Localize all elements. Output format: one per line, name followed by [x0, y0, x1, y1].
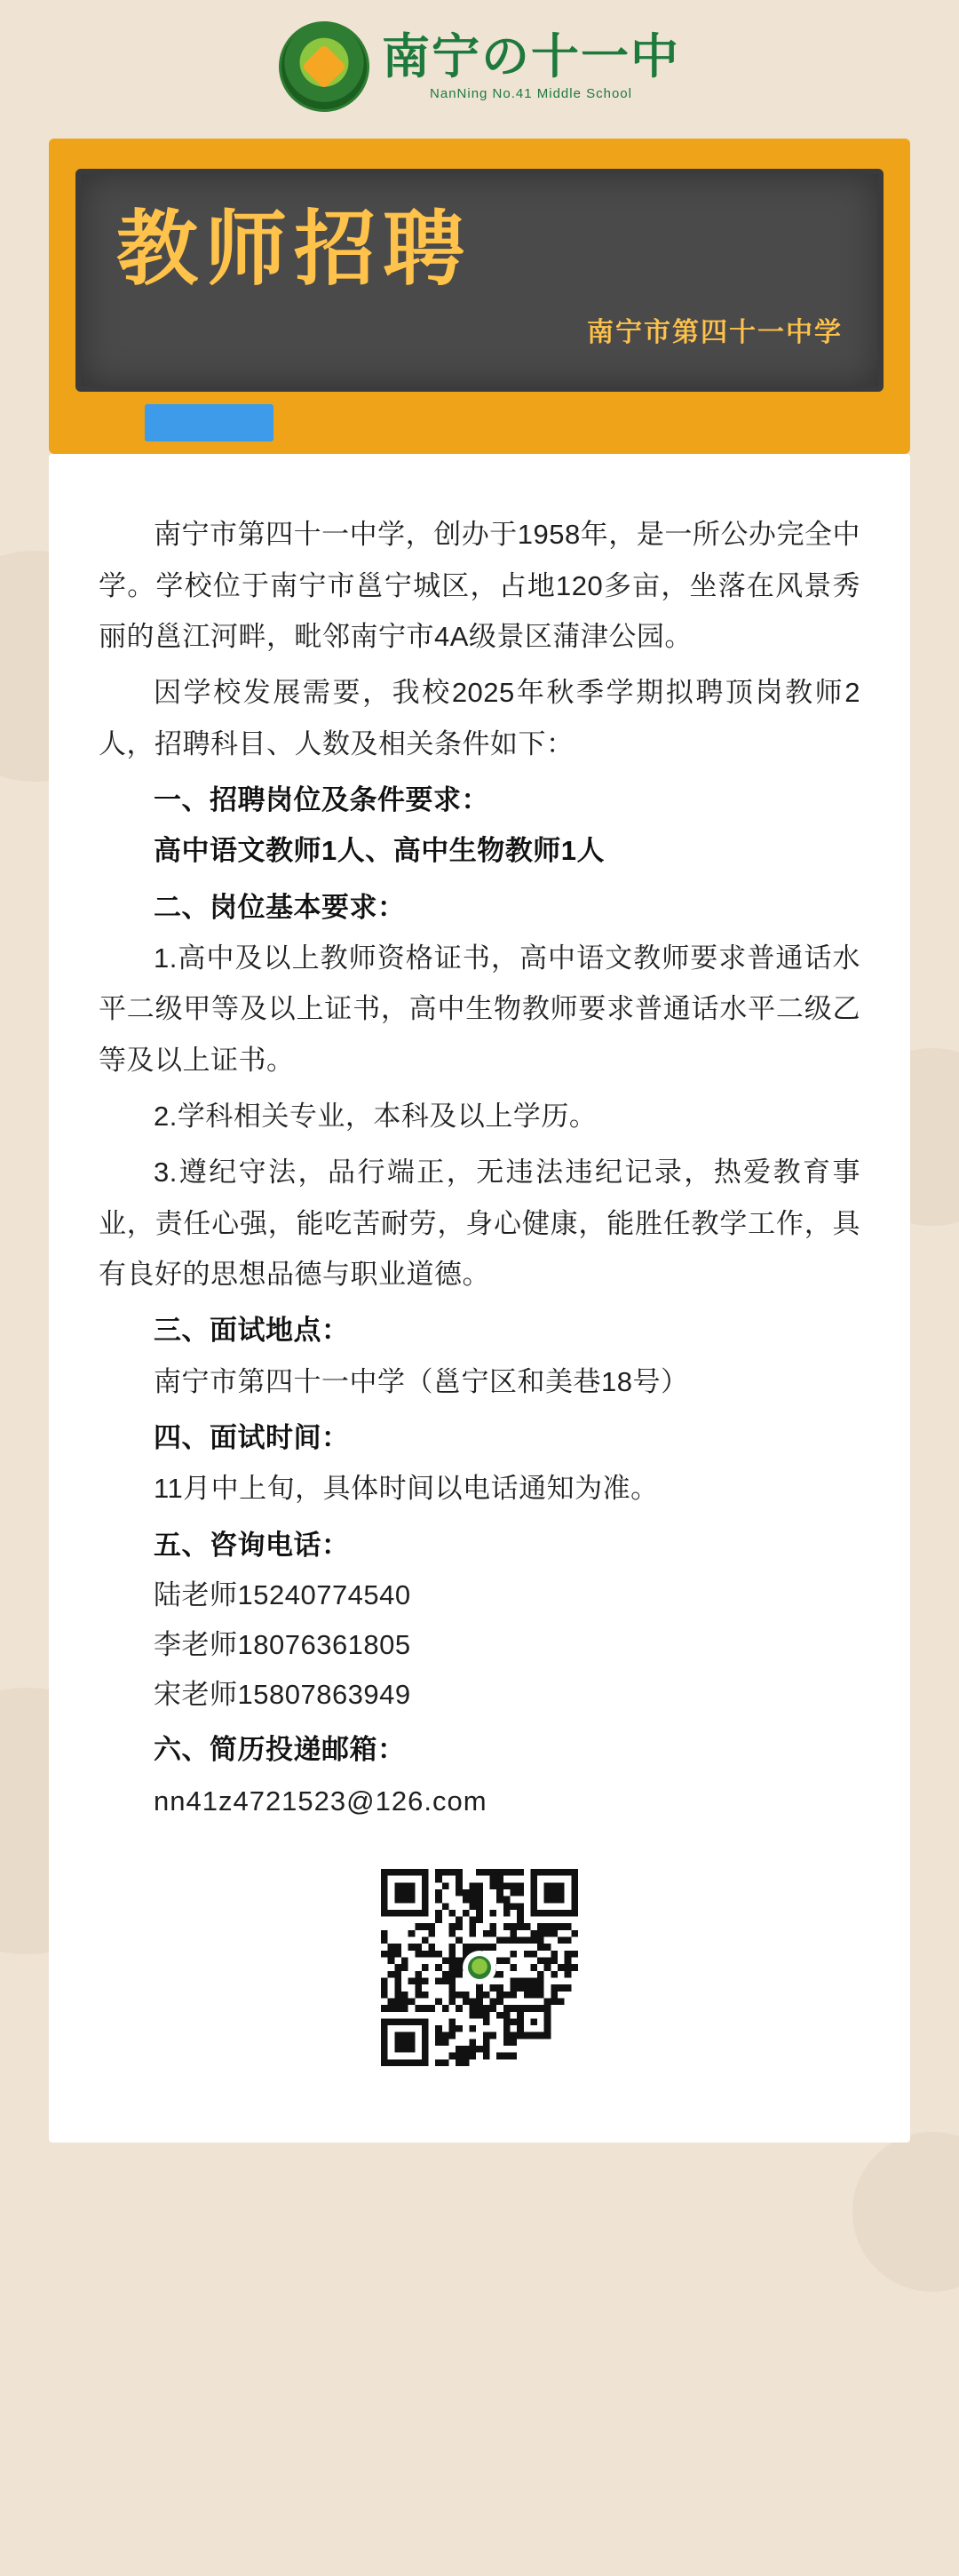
section-1-title: 一、招聘岗位及条件要求：	[154, 783, 489, 815]
banner	[49, 139, 910, 454]
qr-code-section	[99, 1828, 860, 2107]
poster-title: 教师招聘	[116, 202, 472, 297]
blackboard	[75, 169, 884, 392]
school-emblem-icon	[279, 21, 369, 112]
section-1-line: 高中语文教师1人、高中生物教师1人	[154, 835, 605, 867]
section-2-item-1: 1.高中及以上教师资格证书，高中语文教师要求普通话水平二级甲等及以上证书，高中生物教师要求普通话水平二级乙等及以上证书。	[99, 942, 860, 1076]
contact-line-2: 李老师18076361805	[154, 1628, 411, 1660]
qr-center-logo	[463, 1951, 496, 1984]
chalk-tray-decoration	[145, 404, 273, 441]
section-3-title: 三、面试地点：	[154, 1315, 350, 1347]
school-logo-header	[0, 0, 959, 133]
section-4-line: 11月中上旬，具体时间以电话通知为准。	[154, 1473, 659, 1505]
qr-code-icon[interactable]	[381, 1869, 578, 2066]
section-3-line: 南宁市第四十一中学（邕宁区和美巷18号）	[154, 1365, 689, 1397]
contact-line-3: 宋老师15807863949	[154, 1678, 411, 1710]
section-2-title: 二、岗位基本要求：	[154, 891, 406, 923]
intro-paragraph-2: 因学校发展需要，我校2025年秋季学期拟聘顶岗教师2人，招聘科目、人数及相关条件如下：	[99, 677, 860, 759]
school-name-en: NanNing No.41 Middle School	[430, 85, 632, 101]
section-6-title: 六、简历投递邮箱：	[154, 1734, 406, 1766]
section-4-title: 四、面试时间：	[154, 1422, 350, 1454]
section-2-item-2: 2.学科相关专业，本科及以上学历。	[154, 1100, 598, 1132]
intro-paragraph-1: 南宁市第四十一中学，创办于1958年，是一所公办完全中学。学校位于南宁市邕宁城区，占地120多亩，坐落在风景秀丽的邕江河畔，毗邻南宁市4A级景区蒲津公园。	[99, 519, 860, 652]
resume-email: nn41z4721523@126.com	[154, 1785, 487, 1817]
poster-subtitle: 南宁市第四十一中学	[587, 318, 843, 348]
section-2-item-3: 3.遵纪守法，品行端正，无违法违纪记录，热爱教育事业，责任心强，能吃苦耐劳，身心健康，能胜任教学工作，具有良好的思想品德与职业道德。	[99, 1157, 860, 1290]
content-card	[49, 454, 910, 2143]
school-name-block	[382, 28, 680, 101]
contact-line-1: 陆老师15240774540	[154, 1579, 411, 1611]
school-name-cn: 南宁の十一中	[382, 28, 680, 85]
section-5-title: 五、咨询电话：	[154, 1529, 350, 1561]
